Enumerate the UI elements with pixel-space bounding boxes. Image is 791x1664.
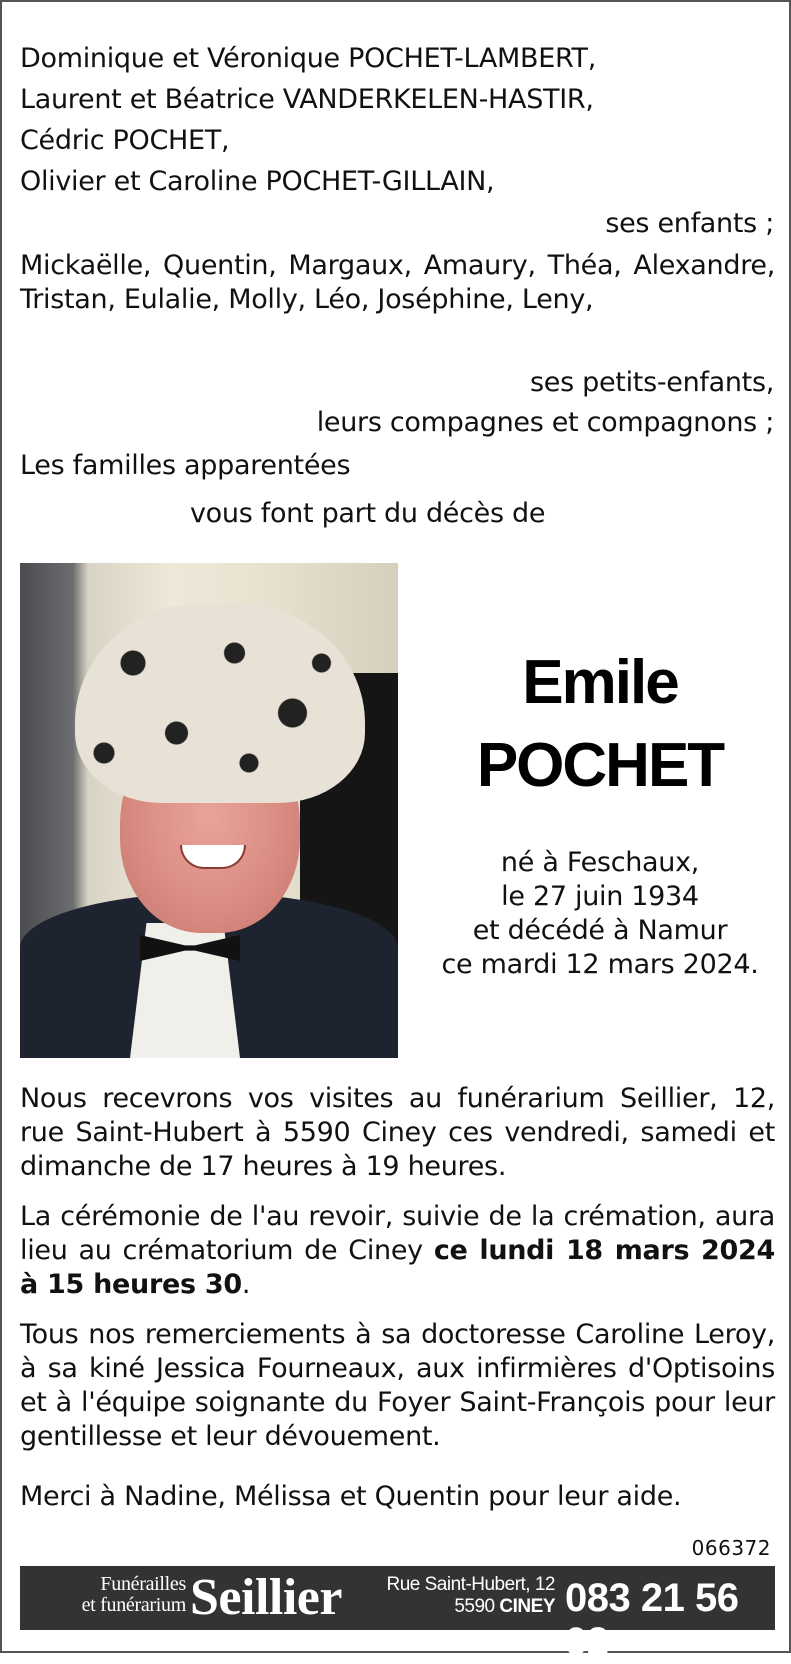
ceremony-text: La cérémonie de l'au revoir, suivie de la crémation, aura lieu au crématorium de Ciney <box>20 1201 775 1266</box>
family-child-4: Olivier et Caroline POCHET-GILLAIN, <box>20 166 495 197</box>
children-label: ses enfants ; <box>605 208 774 239</box>
reference-number: 066372 <box>691 1536 771 1560</box>
ceremony-paragraph <box>20 1200 775 1302</box>
banner-phone: 083 21 56 02 <box>565 1576 739 1664</box>
banner-city: CINEY <box>499 1596 555 1617</box>
portrait-photo <box>20 563 398 1058</box>
gratitude-line: Merci à Nadine, Mélissa et Quentin pour leur aide. <box>20 1481 682 1512</box>
grandchildren-label: ses petits-enfants, <box>530 367 774 398</box>
funeral-home-banner <box>20 1566 775 1664</box>
deceased-last-name: POCHET <box>476 731 724 800</box>
family-child-2: Laurent et Béatrice VANDERKELEN-HASTIR, <box>20 84 594 115</box>
family-child-1: Dominique et Véronique POCHET-LAMBERT, <box>20 43 597 74</box>
banner-brand: Seillier <box>190 1569 342 1626</box>
banner-address <box>380 1574 555 1618</box>
bio-line-4: ce mardi 12 mars 2024. <box>441 949 759 980</box>
related-families: Les familles apparentées <box>20 450 351 481</box>
banner-line-1: Funérailles <box>100 1573 186 1595</box>
banner-postcode: 5590 <box>454 1596 495 1617</box>
ceremony-date: ce lundi 18 mars 2024 à 15 heures 30 <box>20 1235 775 1300</box>
banner-services <box>26 1574 186 1616</box>
visits-paragraph: Nous recevrons vos visites au funérarium Seillier, 12, rue Saint-Hubert à 5590 Ciney ces vendredi, samedi et dimanche de 17 heures à 19 heures. <box>20 1083 775 1182</box>
announcement: vous font part du décès de <box>190 498 546 529</box>
grandchildren-list: Mickaëlle, Quentin, Margaux, Amaury, Théa, Alexandre, Tristan, Eulalie, Molly, Léo, Joséphine, Leny, <box>20 250 775 315</box>
family-child-3: Cédric POCHET, <box>20 125 230 156</box>
bio-line-1: né à Feschaux, <box>500 847 700 878</box>
banner-line-2: et funérarium <box>81 1594 186 1616</box>
deceased-first-name: Emile <box>522 648 678 717</box>
partners-label: leurs compagnes et compagnons ; <box>316 407 774 438</box>
ceremony-period: . <box>241 1269 251 1300</box>
bio-line-2: le 27 juin 1934 <box>501 881 699 912</box>
hat-shape <box>75 603 365 803</box>
banner-street: Rue Saint-Hubert, 12 <box>386 1574 555 1595</box>
thanks-paragraph: Tous nos remerciements à sa doctoresse Caroline Leroy, à sa kiné Jessica Fourneaux, aux infirmières d'Optisoins et à l'équipe soignante du Foyer Saint-François pour leur gentillesse et leur dévouement. <box>20 1319 775 1452</box>
bio-line-3: et décédé à Namur <box>472 915 728 946</box>
